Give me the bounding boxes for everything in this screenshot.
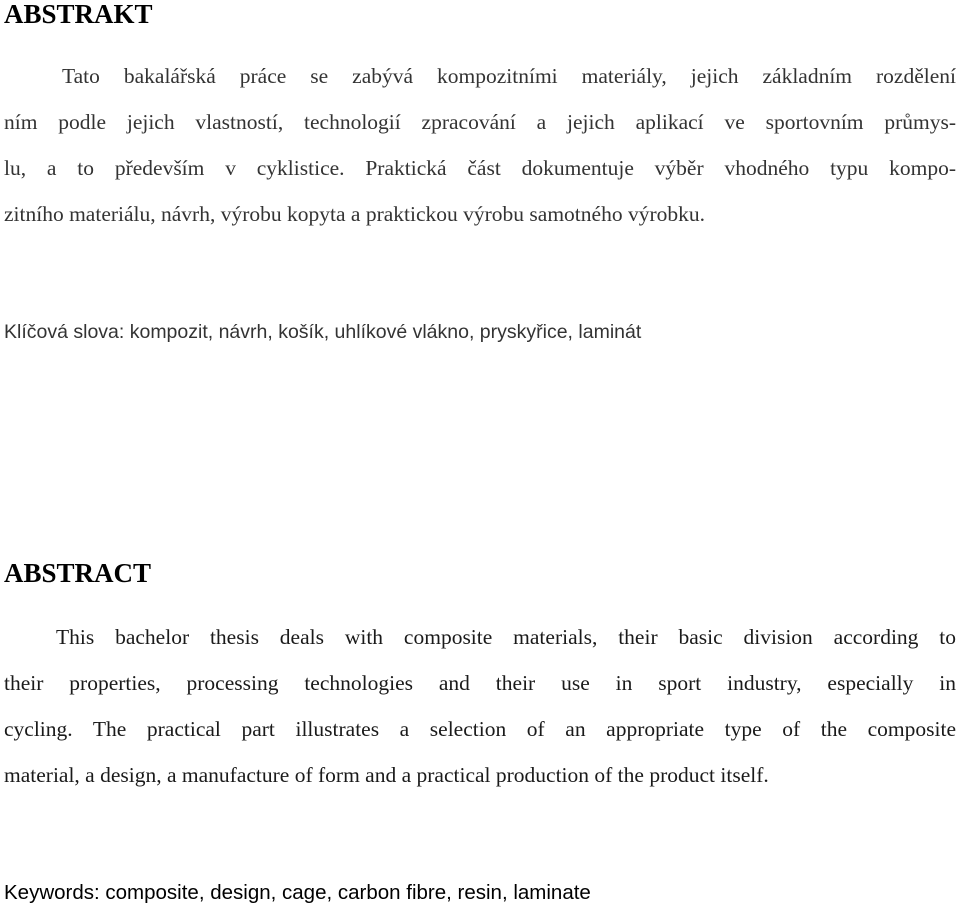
- abstract-line-english-1: This bachelor thesis deals with composite materials, their basic division according to: [56, 625, 956, 649]
- abstract-heading-english: ABSTRACT: [4, 558, 152, 588]
- abstract-line-czech-2: ním podle jejich vlastností, technologií zpracování a jejich aplikací ve sportovním průmys-: [4, 110, 956, 134]
- keywords-english: Keywords: composite, design, cage, carbon fibre, resin, laminate: [4, 881, 591, 904]
- abstract-line-czech-1: Tato bakalářská práce se zabývá kompozitními materiály, jejich základním rozdělení: [62, 64, 956, 88]
- abstract-line-czech-4: zitního materiálu, návrh, výrobu kopyta a praktickou výrobu samotného výrobku.: [4, 202, 705, 226]
- abstract-line-english-2: their properties, processing technologies and their use in sport industry, especially in: [4, 671, 956, 695]
- abstract-heading-czech: ABSTRAKT: [4, 0, 153, 29]
- keywords-czech: Klíčová slova: kompozit, návrh, košík, uhlíkové vlákno, pryskyřice, laminát: [4, 321, 642, 343]
- abstract-line-english-3: cycling. The practical part illustrates a selection of an appropriate type of the composite: [4, 717, 956, 741]
- abstract-line-english-4: material, a design, a manufacture of form and a practical production of the product itself.: [4, 763, 769, 787]
- abstract-line-czech-3: lu, a to především v cyklistice. Praktická část dokumentuje výběr vhodného typu kompo-: [4, 156, 956, 180]
